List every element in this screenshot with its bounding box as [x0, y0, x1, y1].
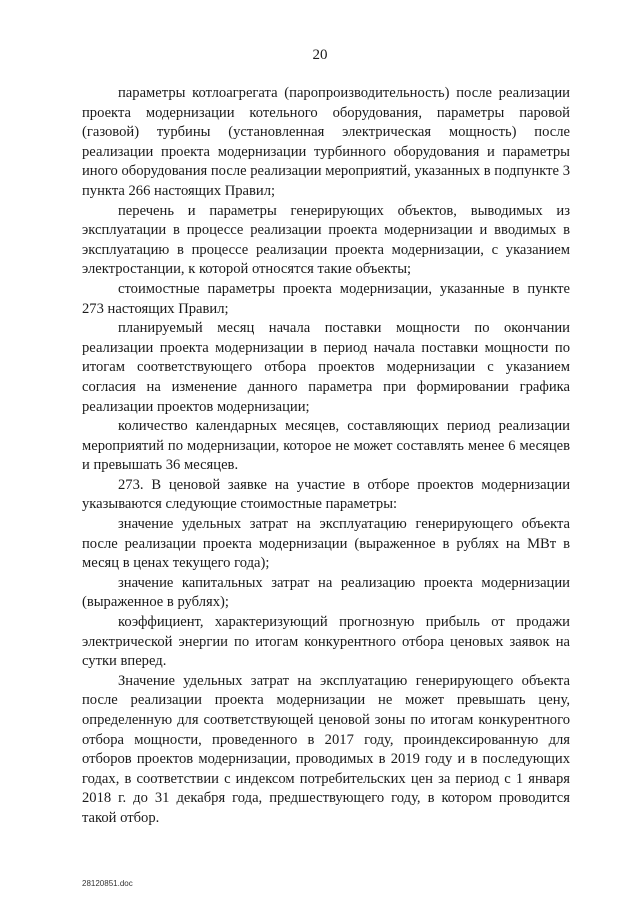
paragraph-generating-objects-list: перечень и параметры генерирующих объектов, выводимых из эксплуатации в процессе реализации проекта модернизации и вводимых в эксплуатацию в процессе реализации проекта модернизации, с указанием электростанции, к которой относятся такие объекты;	[82, 202, 570, 278]
paragraph-cost-limit: Значение удельных затрат на эксплуатацию генерирующего объекта после реализации проекта модернизации не может превышать цену, определенную для соответствующей ценовой зоны по итогам конкурентного отбора мощности, проведенного в 2017 году, проиндексированную для отборов проектов модернизации, проводимых в 2019 году и в последующих годах, в соответствии с индексом потребительских цен за период с 1 января 2018 г. до 31 декабря года, предшествующего году, в котором проводится такой отбор.	[82, 672, 570, 826]
paragraph-cost-parameters: стоимостные параметры проекта модернизации, указанные в пункте 273 настоящих Правил;	[82, 280, 570, 317]
footer-file-name: 28120851.doc	[82, 879, 133, 888]
page-number: 20	[312, 47, 328, 63]
paragraph-boiler-parameters: параметры котлоагрегата (паропроизводительность) после реализации проекта модернизации котельного оборудования, параметры паровой (газовой) турбины (установленная электрическая мощность) после реализации проекта модернизации турбинного оборудования и параметры иного оборудования после реализации мероприятий, указанных в подпункте 3 пункта 266 настоящих Правил;	[82, 85, 570, 199]
document-body	[82, 84, 570, 829]
paragraph-calendar-months: количество календарных месяцев, составляющих период реализации мероприятий по модернизации, которое не может составлять менее 6 месяцев и превышать 36 месяцев.	[82, 418, 570, 474]
paragraph-planned-start-month: планируемый месяц начала поставки мощности по окончании реализации проекта модернизации в период начала поставки мощности по итогам соответствующего отбора проектов модернизации с указанием согласия на изменение данного параметра при формировании графика реализации проектов модернизации;	[82, 320, 570, 415]
paragraph-specific-operating-costs: значение удельных затрат на эксплуатацию генерирующего объекта после реализации проекта модернизации (выраженное в рублях на МВт в месяц в ценах текущего года);	[82, 516, 570, 572]
paragraph-article-273: 273. В ценовой заявке на участие в отборе проектов модернизации указываются следующие стоимостные параметры:	[82, 476, 570, 513]
paragraph-profit-coefficient: коэффициент, характеризующий прогнозную прибыль от продажи электрической энергии по итогам конкурентного отбора ценовых заявок на сутки вперед.	[82, 614, 570, 670]
paragraph-capital-costs: значение капитальных затрат на реализацию проекта модернизации (выраженное в рублях);	[82, 574, 570, 611]
